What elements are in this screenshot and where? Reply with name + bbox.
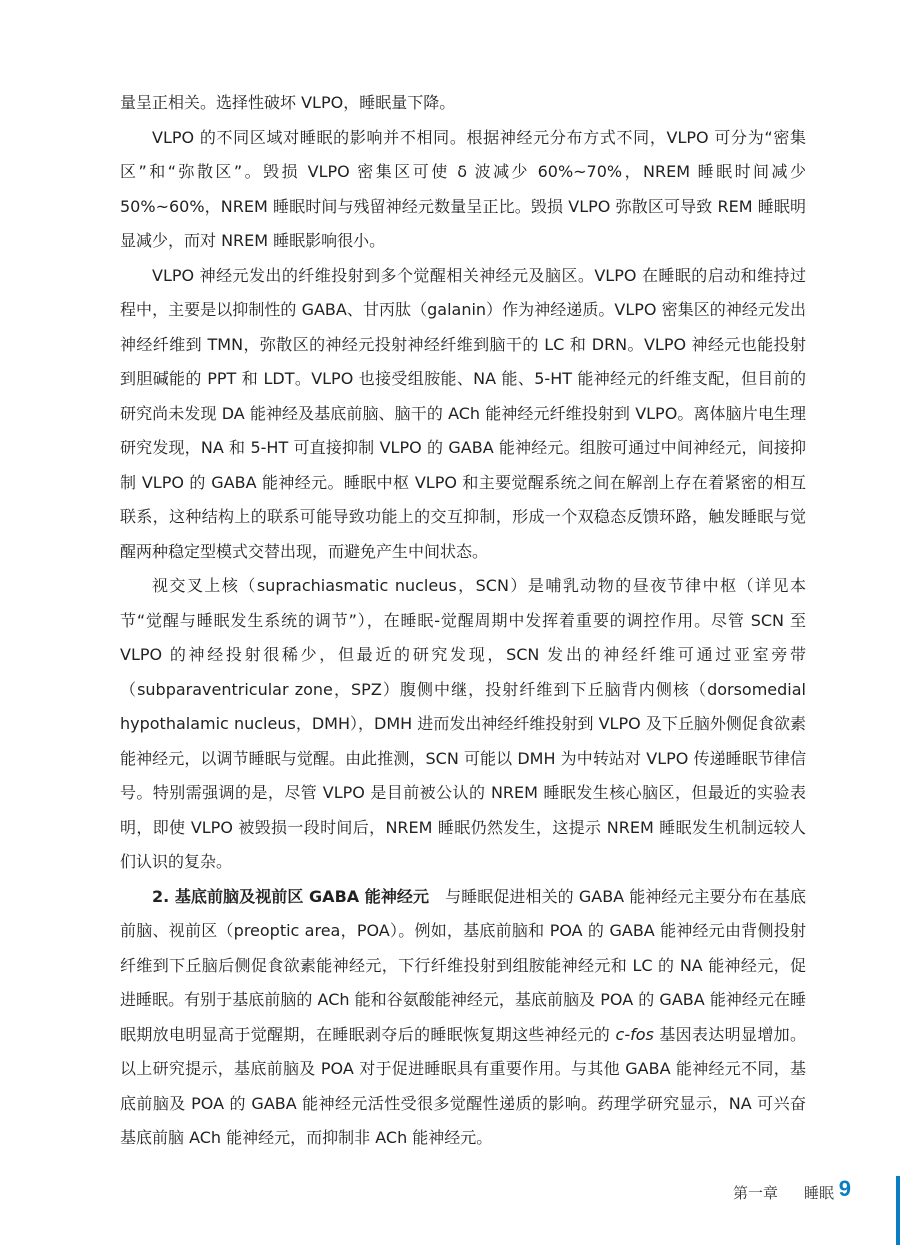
page-number: 9 xyxy=(838,1176,851,1201)
section-heading: 2. 基底前脑及视前区 GABA 能神经元 xyxy=(152,886,430,906)
paragraph-4: 视交叉上核（suprachiasmatic nucleus，SCN）是哺乳动物的昼夜节律中枢（详见本节“觉醒与睡眠发生系统的调节”），在睡眠-觉醒周期中发挥着重要的调控作用。尽管 SCN 至 VLPO 的神经投射很稀少，但最近的研究发现，SCN 发出的神经纤维可通过亚室旁带（subparaventricular zone，SPZ）腹侧中继，投射纤维到下丘脑背内侧核（dorsomedial hypothalamic nucleus，DMH），DMH 进而发出神经纤维投射到 VLPO 及下丘脑外侧促食欲素能神经元，以调节睡眠与觉醒。由此推测，SCN 可能以 DMH 为中转站对 VLPO 传递睡眠节律信号。特别需强调的是，尽管 VLPO 是目前被公认的 NREM 睡眠发生核心脑区，但最近的实验表明，即使 VLPO 被毁损一段时间后，NREM 睡眠仍然发生，这提示 NREM 睡眠发生机制远较人们认识的复杂。 xyxy=(120,576,806,871)
section-body-part-1: 与睡眠促进相关的 GABA 能神经元主要分布在基底前脑、视前区（preoptic area，POA）。例如，基底前脑和 POA 的 GABA 能神经元由背侧投射纤维到下丘脑后侧促食欲素能神经元，下行纤维投射到组胺能神经元和 LC 的 NA 能神经元，促进睡眠。有别于基底前脑的 ACh 能和谷氨酸能神经元，基底前脑及 POA 的 GABA 能神经元在睡眠期放电明显高于觉醒期，在睡眠剥夺后的睡眠恢复期这些神经元的 xyxy=(120,886,806,1044)
paragraph-5 xyxy=(120,880,806,1156)
paragraph-2: VLPO 的不同区域对睡眠的影响并不相同。根据神经元分布方式不同，VLPO 可分为“密集区”和“弥散区”。毁损 VLPO 密集区可使 δ 波减少 60%~70%，NREM 睡眠时间减少 50%~60%，NREM 睡眠时间与残留神经元数量呈正比。毁损 VLPO 弥散区可导致 REM 睡眠明显减少，而对 NREM 睡眠影响很小。 xyxy=(120,127,806,250)
italic-gene-term: c-fos xyxy=(615,1024,654,1044)
footer-title: 睡眠 xyxy=(803,1184,834,1202)
paragraph-1: 量呈正相关。选择性破坏 VLPO，睡眠量下降。 xyxy=(120,93,456,112)
section-body-part-2: 基因表达明显增加。以上研究提示，基底前脑及 POA 对于促进睡眠具有重要作用。与其他 GABA 能神经元不同，基底前脑及 POA 的 GABA 能神经元活性受很多觉醒性递质的影响。药理学研究显示，NA 可兴奋基底前脑 ACh 能神经元，而抑制非 ACh 能神经元。 xyxy=(120,1024,806,1147)
page-footer xyxy=(733,1182,834,1203)
edge-accent-bar xyxy=(896,1176,900,1245)
paragraph-3: VLPO 神经元发出的纤维投射到多个觉醒相关神经元及脑区。VLPO 在睡眠的启动和维持过程中，主要是以抑制性的 GABA、甘丙肽（galanin）作为神经递质。VLPO 密集区的神经元发出神经纤维到 TMN，弥散区的神经元投射神经纤维到脑干的 LC 和 DRN。VLPO 神经元也能投射到胆碱能的 PPT 和 LDT。VLPO 也接受组胺能、NA 能、5-HT 能神经元的纤维支配，但目前的研究尚未发现 DA 能神经及基底前脑、脑干的 ACh 能神经元纤维投射到 VLPO。离体脑片电生理研究发现，NA 和 5-HT 可直接抑制 VLPO 的 GABA 能神经元。组胺可通过中间神经元，间接抑制 VLPO 的 GABA 能神经元。睡眠中枢 VLPO 和主要觉醒系统之间在解剖上存在着紧密的相互联系，这种结构上的联系可能导致功能上的交互抑制，形成一个双稳态反馈环路，触发睡眠与觉醒两种稳定型模式交替出现，而避免产生中间状态。 xyxy=(120,265,806,561)
footer-chapter: 第一章 xyxy=(732,1184,778,1202)
body-text xyxy=(120,86,806,1156)
